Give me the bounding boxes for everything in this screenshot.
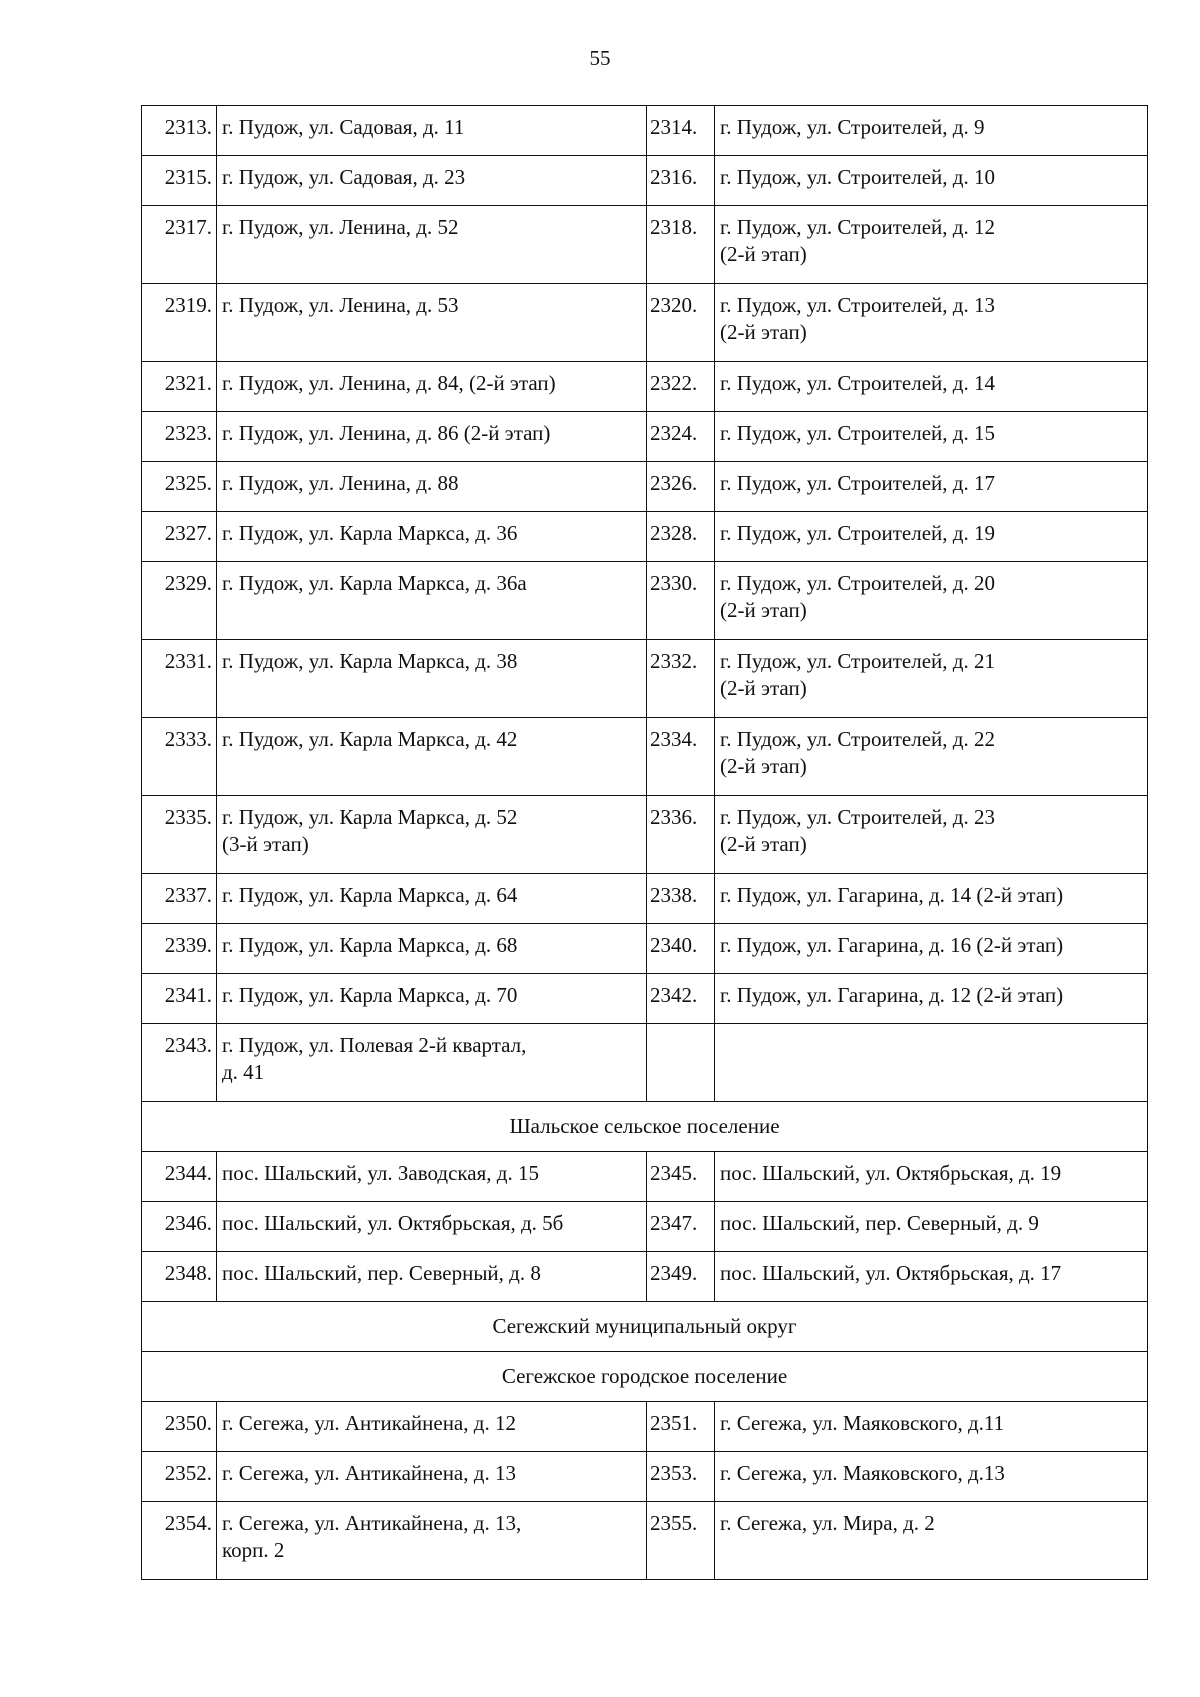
address-left: г. Пудож, ул. Полевая 2-й квартал, д. 41 xyxy=(217,1024,647,1102)
address-right: г. Сегежа, ул. Мира, д. 2 xyxy=(715,1502,1148,1580)
address-right: г. Пудож, ул. Гагарина, д. 14 (2-й этап) xyxy=(715,874,1148,924)
table-row xyxy=(142,1024,1148,1102)
table-row xyxy=(142,924,1148,974)
table-row xyxy=(142,362,1148,412)
entry-number-right: 2318. xyxy=(647,206,715,284)
address-right: г. Пудож, ул. Строителей, д. 22 (2-й этап) xyxy=(715,718,1148,796)
entry-number-left: 2319. xyxy=(142,284,217,362)
address-left: г. Сегежа, ул. Антикайнена, д. 13 xyxy=(217,1452,647,1502)
table-row xyxy=(142,1252,1148,1302)
entry-number-right: 2316. xyxy=(647,156,715,206)
address-left: г. Пудож, ул. Ленина, д. 52 xyxy=(217,206,647,284)
table-row xyxy=(142,206,1148,284)
address-left: г. Пудож, ул. Карла Маркса, д. 42 xyxy=(217,718,647,796)
entry-number-right xyxy=(647,1024,715,1102)
table-row xyxy=(142,974,1148,1024)
address-left: пос. Шальский, ул. Октябрьская, д. 5б xyxy=(217,1202,647,1252)
entry-number-left: 2350. xyxy=(142,1402,217,1452)
entry-number-right: 2347. xyxy=(647,1202,715,1252)
address-left: г. Пудож, ул. Карла Маркса, д. 70 xyxy=(217,974,647,1024)
entry-number-left: 2335. xyxy=(142,796,217,874)
address-left: г. Пудож, ул. Карла Маркса, д. 64 xyxy=(217,874,647,924)
entry-number-left: 2325. xyxy=(142,462,217,512)
table-row xyxy=(142,874,1148,924)
entry-number-left: 2343. xyxy=(142,1024,217,1102)
entry-number-left: 2346. xyxy=(142,1202,217,1252)
address-right: г. Пудож, ул. Строителей, д. 15 xyxy=(715,412,1148,462)
entry-number-right: 2351. xyxy=(647,1402,715,1452)
entry-number-right: 2330. xyxy=(647,562,715,640)
entry-number-right: 2336. xyxy=(647,796,715,874)
address-left: г. Сегежа, ул. Антикайнена, д. 12 xyxy=(217,1402,647,1452)
address-right: г. Пудож, ул. Строителей, д. 23 (2-й этап) xyxy=(715,796,1148,874)
table-row xyxy=(142,106,1148,156)
table-row xyxy=(142,640,1148,718)
entry-number-left: 2315. xyxy=(142,156,217,206)
entry-number-right: 2342. xyxy=(647,974,715,1024)
address-right xyxy=(715,1024,1148,1102)
address-table-body xyxy=(142,106,1148,1580)
entry-number-left: 2339. xyxy=(142,924,217,974)
entry-number-right: 2340. xyxy=(647,924,715,974)
address-left: г. Пудож, ул. Карла Маркса, д. 52 (3-й этап) xyxy=(217,796,647,874)
entry-number-left: 2317. xyxy=(142,206,217,284)
entry-number-left: 2348. xyxy=(142,1252,217,1302)
address-right: г. Пудож, ул. Гагарина, д. 12 (2-й этап) xyxy=(715,974,1148,1024)
entry-number-right: 2353. xyxy=(647,1452,715,1502)
table-row xyxy=(142,412,1148,462)
address-right: пос. Шальский, пер. Северный, д. 9 xyxy=(715,1202,1148,1252)
address-left: пос. Шальский, ул. Заводская, д. 15 xyxy=(217,1152,647,1202)
table-row xyxy=(142,284,1148,362)
address-left: г. Сегежа, ул. Антикайнена, д. 13, корп. 2 xyxy=(217,1502,647,1580)
address-left: пос. Шальский, пер. Северный, д. 8 xyxy=(217,1252,647,1302)
entry-number-right: 2355. xyxy=(647,1502,715,1580)
address-right: г. Пудож, ул. Строителей, д. 14 xyxy=(715,362,1148,412)
address-right: г. Пудож, ул. Строителей, д. 17 xyxy=(715,462,1148,512)
table-row xyxy=(142,1202,1148,1252)
entry-number-left: 2331. xyxy=(142,640,217,718)
address-left: г. Пудож, ул. Ленина, д. 53 xyxy=(217,284,647,362)
entry-number-left: 2329. xyxy=(142,562,217,640)
entry-number-right: 2328. xyxy=(647,512,715,562)
table-row xyxy=(142,1502,1148,1580)
table-row xyxy=(142,562,1148,640)
address-left: г. Пудож, ул. Карла Маркса, д. 36 xyxy=(217,512,647,562)
address-right: г. Пудож, ул. Строителей, д. 13 (2-й этап) xyxy=(715,284,1148,362)
address-right: г. Пудож, ул. Гагарина, д. 16 (2-й этап) xyxy=(715,924,1148,974)
entry-number-right: 2349. xyxy=(647,1252,715,1302)
table-row xyxy=(142,718,1148,796)
entry-number-right: 2314. xyxy=(647,106,715,156)
section-header-row xyxy=(142,1102,1148,1152)
address-left: г. Пудож, ул. Садовая, д. 23 xyxy=(217,156,647,206)
entry-number-right: 2332. xyxy=(647,640,715,718)
address-right: г. Сегежа, ул. Маяковского, д.11 xyxy=(715,1402,1148,1452)
entry-number-left: 2354. xyxy=(142,1502,217,1580)
section-header-row xyxy=(142,1352,1148,1402)
address-right: г. Пудож, ул. Строителей, д. 12 (2-й этап) xyxy=(715,206,1148,284)
section-title: Сегежское городское поселение xyxy=(142,1352,1148,1402)
entry-number-left: 2352. xyxy=(142,1452,217,1502)
address-left: г. Пудож, ул. Карла Маркса, д. 36а xyxy=(217,562,647,640)
address-table xyxy=(141,105,1148,1580)
entry-number-left: 2327. xyxy=(142,512,217,562)
entry-number-left: 2341. xyxy=(142,974,217,1024)
entry-number-right: 2334. xyxy=(647,718,715,796)
section-title: Сегежский муниципальный округ xyxy=(142,1302,1148,1352)
table-row xyxy=(142,462,1148,512)
address-left: г. Пудож, ул. Ленина, д. 88 xyxy=(217,462,647,512)
table-row xyxy=(142,156,1148,206)
address-right: пос. Шальский, ул. Октябрьская, д. 19 xyxy=(715,1152,1148,1202)
section-header-row xyxy=(142,1302,1148,1352)
entry-number-left: 2323. xyxy=(142,412,217,462)
entry-number-left: 2321. xyxy=(142,362,217,412)
entry-number-left: 2337. xyxy=(142,874,217,924)
page-number: 55 xyxy=(589,46,611,70)
entry-number-left: 2344. xyxy=(142,1152,217,1202)
table-row xyxy=(142,512,1148,562)
address-left: г. Пудож, ул. Карла Маркса, д. 38 xyxy=(217,640,647,718)
address-left: г. Пудож, ул. Карла Маркса, д. 68 xyxy=(217,924,647,974)
address-right: г. Пудож, ул. Строителей, д. 19 xyxy=(715,512,1148,562)
table-row xyxy=(142,796,1148,874)
entry-number-right: 2338. xyxy=(647,874,715,924)
address-right: пос. Шальский, ул. Октябрьская, д. 17 xyxy=(715,1252,1148,1302)
section-title: Шальское сельское поселение xyxy=(142,1102,1148,1152)
address-right: г. Сегежа, ул. Маяковского, д.13 xyxy=(715,1452,1148,1502)
entry-number-left: 2313. xyxy=(142,106,217,156)
address-left: г. Пудож, ул. Ленина, д. 84, (2-й этап) xyxy=(217,362,647,412)
table-row xyxy=(142,1452,1148,1502)
entry-number-left: 2333. xyxy=(142,718,217,796)
entry-number-right: 2324. xyxy=(647,412,715,462)
address-right: г. Пудож, ул. Строителей, д. 21 (2-й этап) xyxy=(715,640,1148,718)
entry-number-right: 2320. xyxy=(647,284,715,362)
address-left: г. Пудож, ул. Ленина, д. 86 (2-й этап) xyxy=(217,412,647,462)
entry-number-right: 2345. xyxy=(647,1152,715,1202)
table-row xyxy=(142,1402,1148,1452)
address-right: г. Пудож, ул. Строителей, д. 9 xyxy=(715,106,1148,156)
entry-number-right: 2322. xyxy=(647,362,715,412)
table-row xyxy=(142,1152,1148,1202)
address-right: г. Пудож, ул. Строителей, д. 10 xyxy=(715,156,1148,206)
entry-number-right: 2326. xyxy=(647,462,715,512)
address-right: г. Пудож, ул. Строителей, д. 20 (2-й этап) xyxy=(715,562,1148,640)
address-left: г. Пудож, ул. Садовая, д. 11 xyxy=(217,106,647,156)
